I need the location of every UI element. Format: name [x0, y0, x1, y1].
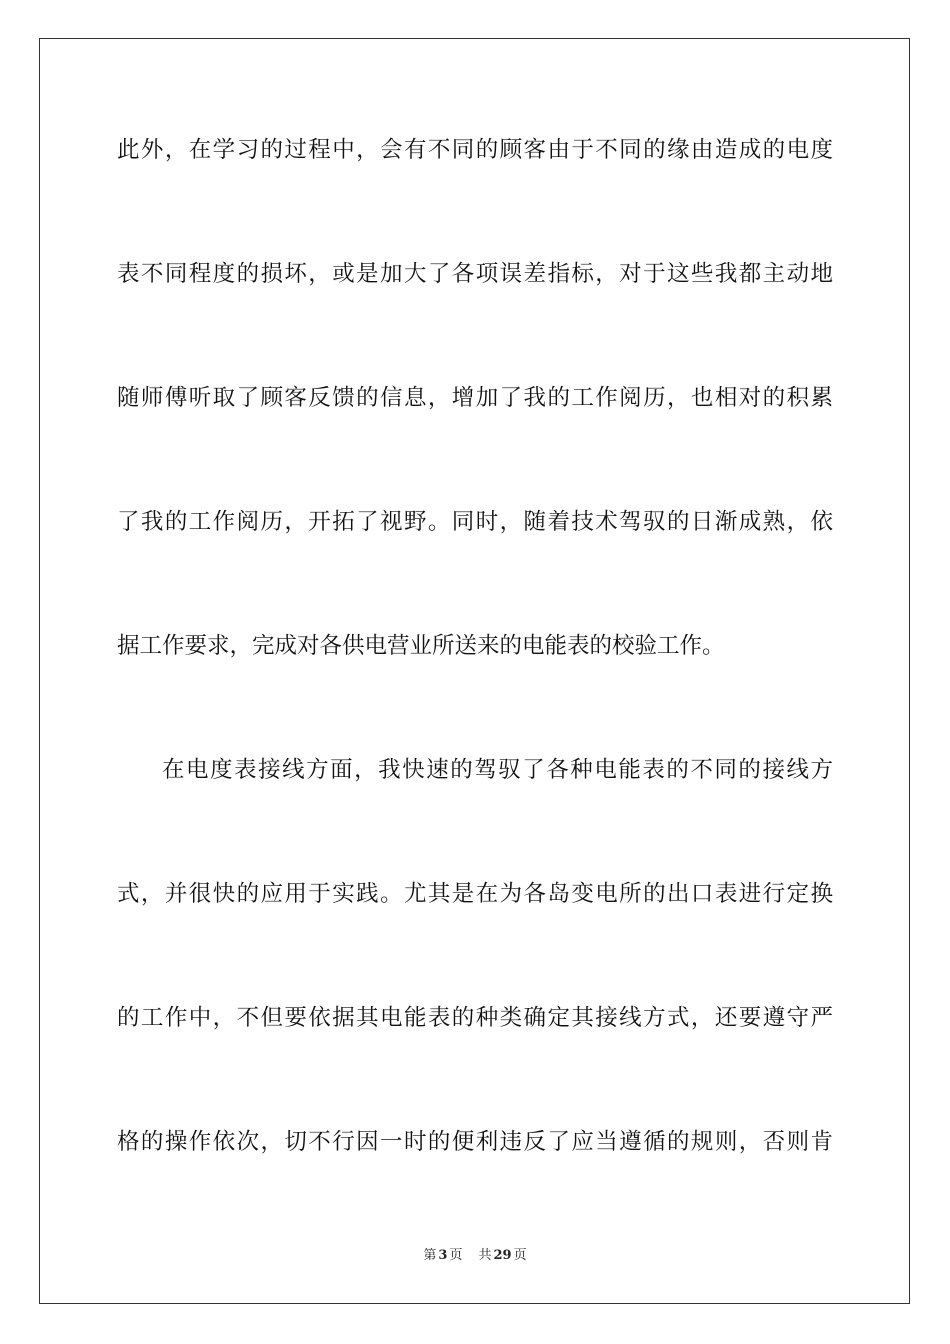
- text-line: 式，并很快的应用于实践。尤其是在为各岛变电所的出口表进行定换: [117, 881, 833, 907]
- text-line: 格的操作依次，切不行因一时的便利违反了应当遵循的规则，否则肯: [117, 1129, 833, 1155]
- text-line: 了我的工作阅历，开拓了视野。同时，随着技术驾驭的日渐成熟，依: [117, 509, 833, 535]
- text-line: 随师傅听取了顾客反馈的信息，增加了我的工作阅历，也相对的积累: [117, 385, 833, 411]
- text-line: 此外，在学习的过程中，会有不同的顾客由于不同的缘由造成的电度: [117, 137, 833, 163]
- total-suffix: 页: [513, 1248, 527, 1263]
- text-line: 据工作要求，完成对各供电营业所送来的电能表的校验工作。: [117, 633, 725, 659]
- total-pages: 29: [493, 1248, 512, 1263]
- page-suffix: 页: [449, 1248, 463, 1263]
- page-border: [39, 38, 910, 1304]
- text-line: 的工作中，不但要依据其电能表的种类确定其接线方式，还要遵守严: [117, 1005, 833, 1031]
- page-number: 3: [438, 1248, 448, 1263]
- page-footer: [0, 1246, 950, 1266]
- text-line: 表不同程度的损坏，或是加大了各项误差指标，对于这些我都主动地: [117, 261, 833, 287]
- text-line: 在电度表接线方面，我快速的驾驭了各种电能表的不同的接线方: [162, 757, 833, 783]
- total-prefix: 共: [478, 1248, 492, 1263]
- page-prefix: 第: [423, 1248, 437, 1263]
